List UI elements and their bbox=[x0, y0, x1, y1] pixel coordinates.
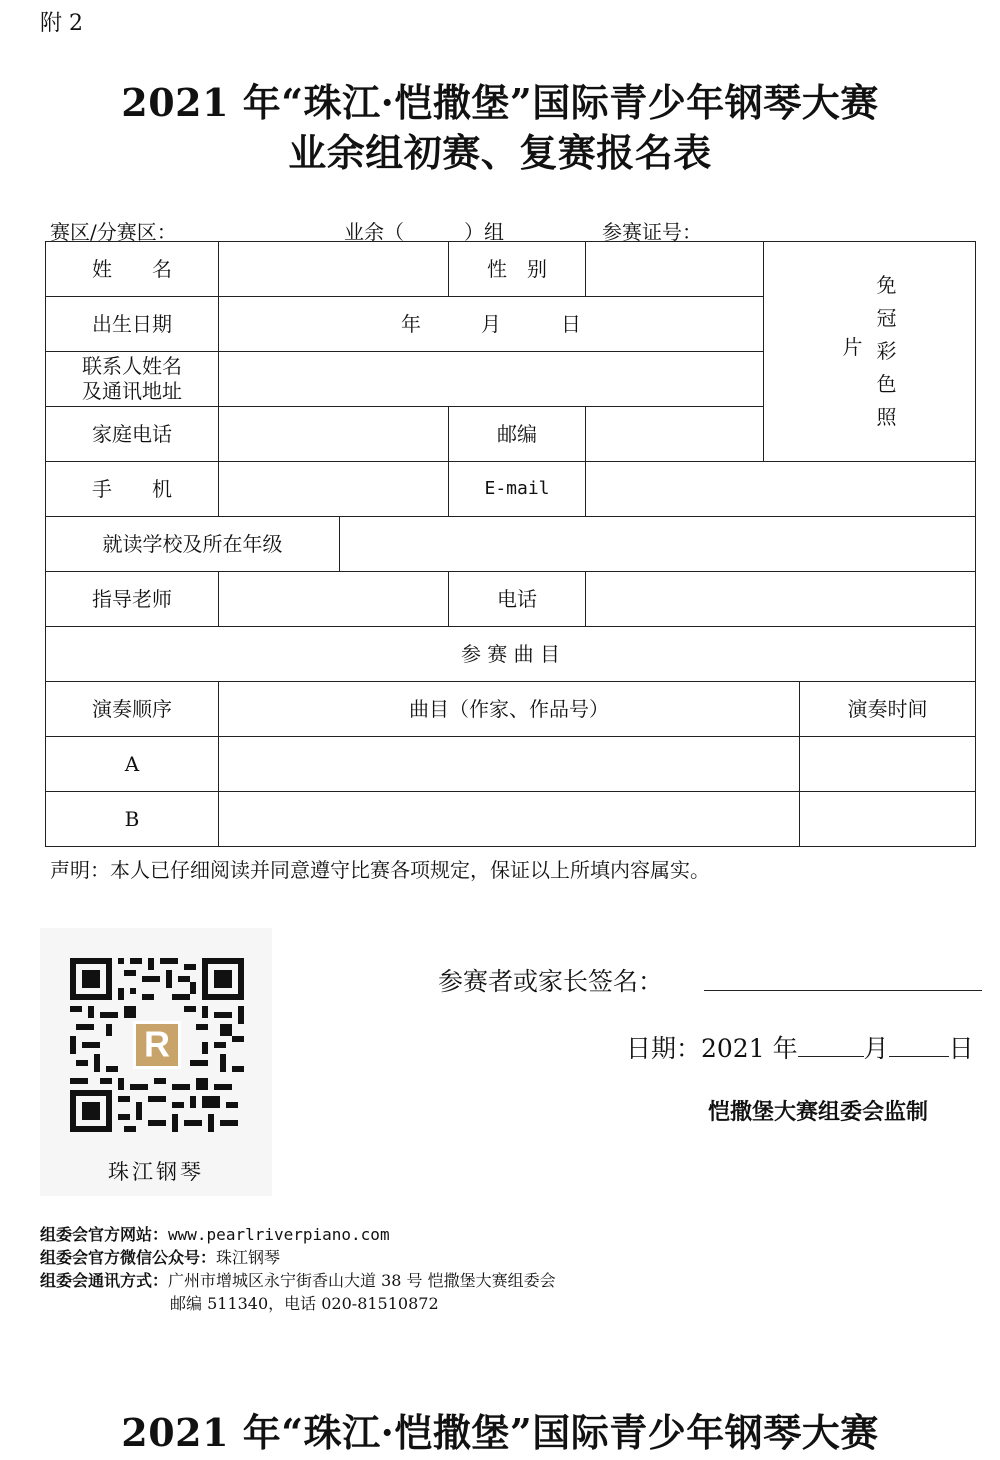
region-label: 赛区/分赛区： bbox=[50, 220, 177, 244]
appendix-label: 附 2 bbox=[40, 11, 83, 36]
qr-label: 珠江钢琴 bbox=[108, 1160, 204, 1184]
order-header: 演奏顺序 bbox=[46, 682, 219, 737]
email-field[interactable] bbox=[586, 462, 976, 517]
birth-field[interactable]: 年 月 日 bbox=[219, 297, 764, 352]
photo-char: 冠 bbox=[876, 306, 897, 330]
qr-code-icon bbox=[70, 958, 244, 1132]
teacher-phone-field[interactable] bbox=[586, 572, 976, 627]
row-b-duration-field[interactable] bbox=[800, 792, 976, 847]
next-page-title: 2021 年“珠江·恺撒堡”国际青少年钢琴大赛 bbox=[121, 1410, 879, 1455]
postcode-phone-line: 邮编 511340，电话 020-81510872 bbox=[170, 1294, 439, 1313]
contact-label-line2: 及通讯地址 bbox=[82, 379, 182, 403]
website-line bbox=[40, 1222, 390, 1245]
photo-instruction bbox=[843, 273, 897, 430]
mobile-label: 手 机 bbox=[46, 462, 219, 517]
photo-char: 色 bbox=[876, 372, 897, 396]
month-label: 月 bbox=[863, 1034, 889, 1063]
photo-box bbox=[764, 242, 976, 462]
photo-char: 照 bbox=[876, 405, 897, 429]
month-blank[interactable] bbox=[798, 1055, 864, 1057]
teacher-label: 指导老师 bbox=[46, 572, 219, 627]
gender-label: 性 别 bbox=[449, 242, 586, 297]
gender-field[interactable] bbox=[586, 242, 764, 297]
school-field[interactable] bbox=[340, 517, 976, 572]
contact-field[interactable] bbox=[219, 352, 764, 407]
birth-label: 出生日期 bbox=[46, 297, 219, 352]
day-label: 日 bbox=[948, 1034, 974, 1063]
website-label: 组委会官方网站： bbox=[40, 1225, 169, 1244]
date-label: 日期：2021 年 bbox=[626, 1034, 798, 1063]
wechat-value: 珠江钢琴 bbox=[216, 1248, 281, 1267]
photo-char: 片 bbox=[842, 335, 863, 359]
row-a-duration-field[interactable] bbox=[800, 737, 976, 792]
email-label: E-mail bbox=[449, 462, 586, 517]
pieces-header: 参 赛 曲 目 bbox=[46, 627, 976, 682]
contact-method-label: 组委会通讯方式： bbox=[40, 1271, 169, 1290]
home-phone-label: 家庭电话 bbox=[46, 407, 219, 462]
duration-header: 演奏时间 bbox=[800, 682, 976, 737]
wechat-label: 组委会官方微信公众号： bbox=[40, 1248, 217, 1267]
teacher-field[interactable] bbox=[219, 572, 449, 627]
registration-table bbox=[45, 241, 976, 847]
photo-char: 彩 bbox=[876, 339, 897, 363]
teacher-phone-label: 电话 bbox=[449, 572, 586, 627]
svg-text:R: R bbox=[144, 1023, 170, 1065]
contact-label-line1: 联系人姓名 bbox=[82, 354, 182, 378]
day-blank[interactable] bbox=[889, 1055, 949, 1057]
mobile-field[interactable] bbox=[219, 462, 449, 517]
wechat-line bbox=[40, 1245, 280, 1268]
contact-label bbox=[46, 352, 219, 407]
home-phone-field[interactable] bbox=[219, 407, 449, 462]
row-b-label: B bbox=[46, 792, 219, 847]
row-a-piece-field[interactable] bbox=[219, 737, 800, 792]
row-b-piece-field[interactable] bbox=[219, 792, 800, 847]
date-row bbox=[626, 1029, 974, 1065]
committee-label: 恺撒堡大赛组委会监制 bbox=[708, 1100, 929, 1125]
name-field[interactable] bbox=[219, 242, 449, 297]
photo-char: 免 bbox=[876, 273, 897, 297]
website-url[interactable]: www.pearlriverpiano.com bbox=[168, 1225, 390, 1244]
cert-label: 参赛证号： bbox=[602, 220, 702, 244]
group-label: 业余（ ）组 bbox=[344, 220, 504, 244]
form-subtitle: 业余组初赛、复赛报名表 bbox=[288, 130, 712, 175]
signature-label: 参赛者或家长签名： bbox=[438, 967, 664, 996]
postcode-label: 邮编 bbox=[449, 407, 586, 462]
row-a-label: A bbox=[46, 737, 219, 792]
name-label: 姓 名 bbox=[46, 242, 219, 297]
form-title: 2021 年“珠江·恺撒堡”国际青少年钢琴大赛 bbox=[121, 80, 879, 125]
statement: 声明：本人已仔细阅读并同意遵守比赛各项规定，保证以上所填内容属实。 bbox=[50, 858, 710, 882]
contact-address: 广州市增城区永宁街香山大道 38 号 恺撒堡大赛组委会 bbox=[168, 1271, 556, 1290]
signature-line[interactable] bbox=[704, 990, 982, 991]
postcode-field[interactable] bbox=[586, 407, 764, 462]
contact-line bbox=[40, 1268, 556, 1291]
piece-header: 曲目（作家、作品号） bbox=[219, 682, 800, 737]
school-label: 就读学校及所在年级 bbox=[46, 517, 340, 572]
